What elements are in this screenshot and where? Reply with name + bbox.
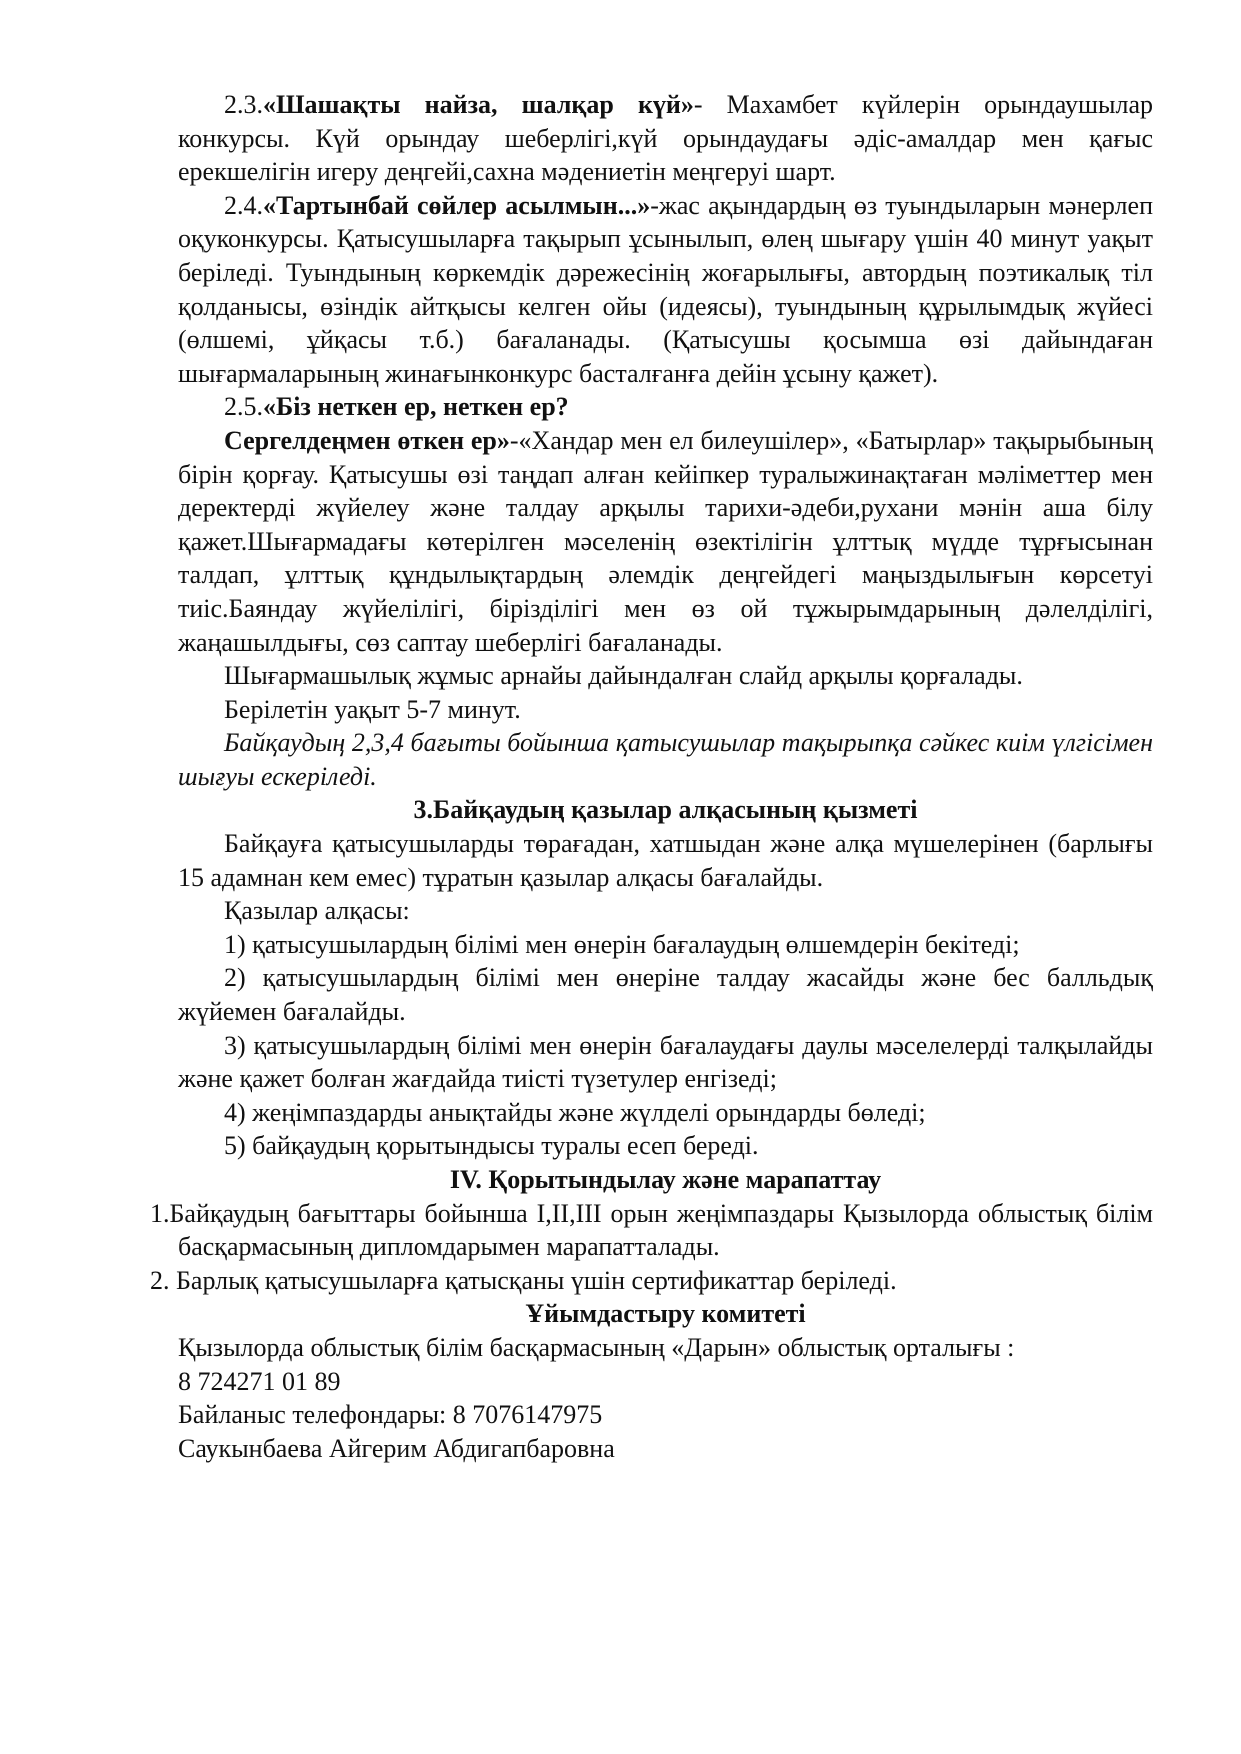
jury-item-1: 1) қатысушылардың білімі мен өнерін бағалаудың өлшемдерін бекітеді;	[224, 929, 1020, 959]
item-title: «Біз неткен ер, неткен ер?	[263, 392, 569, 422]
item-title-continued: Сергелдеңмен өткен ер»	[224, 425, 510, 455]
jury-list-intro: Қазылар алқасы:	[224, 896, 410, 926]
committee-person: Саукынбаева Айгерим Абдигапбаровна	[178, 1433, 615, 1463]
jury-item-2: 2) қатысушылардың білімі мен өнеріне талдау жасайды және бес балльдық жүйемен бағалайды.	[178, 963, 1153, 1027]
paragraph-2-5	[178, 424, 1153, 659]
paragraph-2-4	[178, 189, 1153, 391]
award-item-1	[150, 1197, 1153, 1264]
item-number: 2.4.	[224, 190, 263, 220]
item-number: 2.5.	[224, 392, 263, 422]
award-item-2	[150, 1264, 1153, 1298]
item-text: -жас ақындардың өз туындыларын мәнерлеп оқуконкурсы. Қатысушыларға тақырып ұсынылып, өлең шығару үшін 40 минут уақыт беріледі. Туындының көркемдік дәрежесінің жоғарылығы, автордың поэтикалық тіл қолданысы, өзіндік айтқысы келген ойы (идеясы), туындының құрылымдық жүйесі (өлшемі, ұйқасы т.б.) бағаланады. (Қатысушы қосымша өзі дайындаған шығармаларының жинағынконкурс басталғанға дейін ұсыну қажет).	[178, 190, 1153, 388]
jury-item-4: 4) жеңімпаздарды анықтайды және жүлделі орындарды бөледі;	[224, 1097, 926, 1127]
paragraph-2-5-title	[178, 390, 1153, 424]
award-number: 1.	[150, 1198, 170, 1228]
award-text: Байқаудың бағыттары бойынша І,ІІ,ІІІ орын жеңімпаздары Қызылорда облыстық білім басқармасының дипломдарымен марапатталады.	[169, 1198, 1153, 1262]
award-number: 2.	[150, 1265, 170, 1295]
jury-item-5: 5) байқаудың қорытындысы туралы есеп береді.	[224, 1131, 759, 1161]
section-4-heading: IV. Қорытындылау және марапаттау	[449, 1165, 882, 1194]
jury-item-3: 3) қатысушылардың білімі мен өнерін бағалаудағы даулы мәселелерді талқылайды және қажет болған жағдайда тиісті түзетулер енгізеді;	[178, 1030, 1153, 1094]
item-text: - Махамбет күйлерін орындаушылар конкурсы. Күй орындау шеберлігі,күй орындаудағы әдіс-амалдар мен қағыс ерекшелігін игеру деңгейі,сахна мәдениетін меңгеруі шарт.	[178, 90, 1153, 187]
committee-heading: Ұйымдастыру комитеті	[525, 1299, 806, 1329]
section-3-intro: Байқауға қатысушыларды төрағадан, хатшыдан және алқа мүшелерінен (барлығы 15 адамнан кем емес) тұратын қазылар алқасы бағалайды.	[178, 829, 1153, 892]
committee-phone-1: 8 724271 01 89	[178, 1366, 341, 1396]
award-text: Барлық қатысушыларға қатысқаны үшін сертификаттар беріледі.	[176, 1265, 897, 1295]
paragraph-2-3	[178, 88, 1153, 189]
slide-note: Шығармашылық жұмыс арнайы дайындалған слайд арқылы қорғалады.	[224, 661, 1023, 691]
item-title: «Шашақты найза, шалқар күй»	[263, 90, 694, 119]
item-text: -«Хандар мен ел билеушілер», «Батырлар» тақырыбының бірін қорғау. Қатысушы өзі таңдап алған кейіпкер туралыжинақтаған мәліметтер мен деректерді жүйелеу және талдау арқылы тарихи-әдеби,рухани мәнін аша білу қажет.Шығармадағы көтерілген мәселенің өзектілігін ұлттық мүдде тұрғысынан талдап, ұлттық құндылықтардың әлемдік деңгейдегі маңыздылығын көрсетуі тиіс.Баяндау жүйелілігі, бірізділігі мен өз ой тұжырымдарының дәлелділігі, жаңашылдығы, сөз саптау шеберлігі бағаланады.	[178, 425, 1153, 657]
costume-note: Байқаудың 2,3,4 бағыты бойынша қатысушылар тақырыпқа сәйкес киім үлгісімен шығуы ескеріледі.	[178, 728, 1153, 791]
item-number: 2.3.	[224, 90, 263, 119]
section-3-heading: 3.Байқаудың қазылар алқасының қызметі	[413, 795, 918, 825]
time-note: Берілетін уақыт 5-7 минут.	[224, 694, 521, 724]
committee-phone-2: Байланыс телефондары: 8 7076147975	[178, 1400, 603, 1430]
document-page	[150, 88, 1153, 1465]
committee-org: Қызылорда облыстық білім басқармасының «Дарын» облыстық орталығы :	[178, 1332, 1015, 1362]
item-title: «Тартынбай сөйлер асылмын...»	[263, 190, 651, 220]
